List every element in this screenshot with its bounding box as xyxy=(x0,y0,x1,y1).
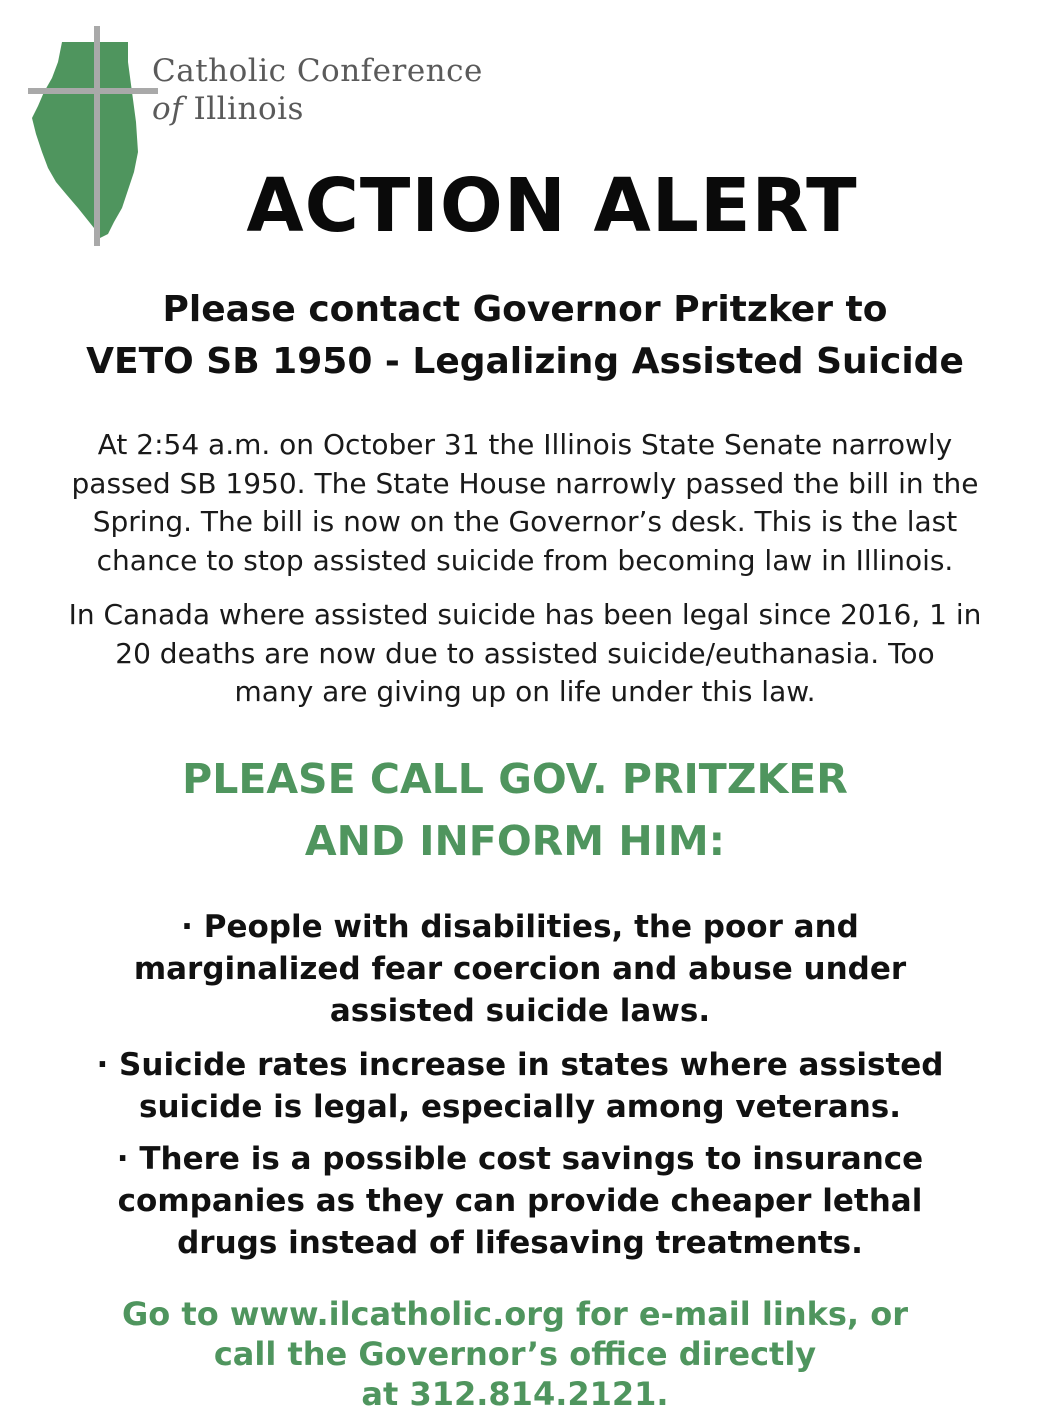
bullet3-line3: drugs instead of lifesaving treatments. xyxy=(177,1225,863,1261)
bullet1-line1: · People with disabilities, the poor and xyxy=(181,909,859,945)
paragraph1-line2: passed SB 1950. The State House narrowly passed the bill in the xyxy=(71,466,979,500)
footer-contact-info xyxy=(0,1294,1030,1414)
footer-line3: at 312.814.2121. xyxy=(361,1375,669,1413)
paragraph2-line3: many are giving up on life under this law. xyxy=(234,675,816,708)
bullet2-line2: suicide is legal, especially among veterans. xyxy=(139,1089,901,1125)
bullet1-line3: assisted suicide laws. xyxy=(329,993,711,1029)
headline xyxy=(0,284,1050,388)
footer-line1: Go to www.ilcatholic.org for e-mail links, or xyxy=(122,1295,908,1333)
organization-name-line1: Catholic Conference xyxy=(152,53,483,89)
call-to-action-line2: AND INFORM HIM: xyxy=(304,817,726,865)
action-alert-title: ACTION ALERT xyxy=(246,163,858,249)
paragraph1-line3: Spring. The bill is now on the Governor’s desk. This is the last xyxy=(92,505,958,538)
headline-line1: Please contact Governor Pritzker to xyxy=(162,289,888,330)
call-to-action-line1: PLEASE CALL GOV. PRITZKER xyxy=(182,755,848,803)
paragraph-canada xyxy=(0,596,1050,712)
bullet-cost-savings xyxy=(0,1138,1040,1264)
paragraph2-line2: 20 deaths are now due to assisted suicide/euthanasia. Too xyxy=(115,636,935,670)
paragraph1-line4: chance to stop assisted suicide from becoming law in Illinois. xyxy=(96,543,954,577)
organization-name-line2 xyxy=(152,90,483,128)
paragraph-senate-vote xyxy=(0,426,1050,580)
bullet1-line2: marginalized fear coercion and abuse under xyxy=(133,951,907,987)
paragraph2-line1: In Canada where assisted suicide has been legal since 2016, 1 in xyxy=(68,598,982,631)
bullet2-line1: · Suicide rates increase in states where assisted xyxy=(96,1047,944,1083)
organization-name-of: of xyxy=(152,91,184,127)
call-to-action-heading xyxy=(0,748,1030,872)
bullet-disabilities xyxy=(0,906,1040,1032)
paragraph1-line1: At 2:54 a.m. on October 31 the Illinois State Senate narrowly xyxy=(97,428,953,461)
organization-name xyxy=(152,52,483,128)
headline-line2: VETO SB 1950 - Legalizing Assisted Suicide xyxy=(86,341,964,382)
organization-name-state: Illinois xyxy=(183,91,304,127)
bullet-suicide-rates xyxy=(0,1044,1040,1128)
bullet3-line1: · There is a possible cost savings to insurance xyxy=(116,1141,924,1177)
footer-line2: call the Governor’s office directly xyxy=(213,1335,817,1373)
bullet3-line2: companies as they can provide cheaper lethal xyxy=(117,1183,923,1219)
